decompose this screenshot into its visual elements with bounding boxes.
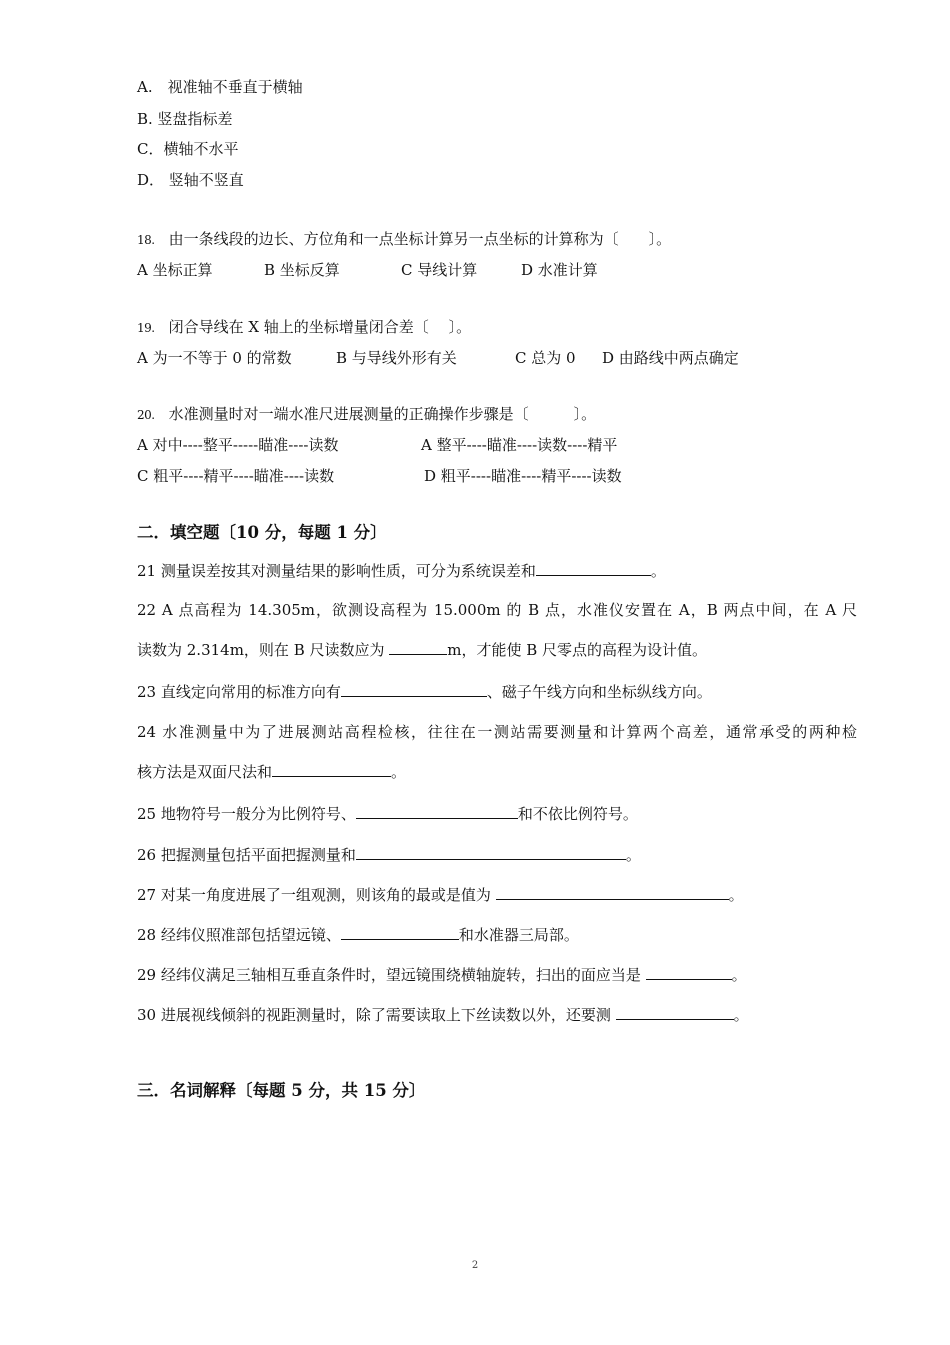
q19-text: 闭合导线在 X 轴上的坐标增量闭合差〔 〕。 (168, 318, 472, 336)
q19-option-a: A 为一不等于 0 的常数 (137, 349, 292, 367)
q18-number: 18. (137, 233, 155, 247)
q23-text: 23 直线定向常用的标准方向有 (137, 683, 341, 701)
q18-option-b: B 坐标反算 (264, 261, 340, 279)
q23-answer-blank[interactable] (341, 682, 487, 697)
q18-option-d: D 水准计算 (521, 261, 598, 279)
q20-number: 20. (137, 408, 155, 422)
q22-line2 (137, 640, 707, 660)
q21-suffix: 。 (650, 562, 666, 580)
q24-line2 (137, 762, 406, 782)
q24-suffix: 。 (391, 763, 407, 781)
q18-option-c: C 导线计算 (401, 261, 478, 279)
q20-option-a: A 对中----整平-----瞄准----读数 (137, 436, 339, 454)
q19-option-c: C 总为 0 (515, 349, 576, 367)
q20-option-b: A 整平----瞄准----读数----精平 (421, 436, 618, 454)
q19-number: 19. (137, 321, 155, 335)
q19-option-b: B 与导线外形有关 (336, 349, 457, 367)
q20-option-d: D 粗平----瞄准----精平----读数 (424, 467, 622, 485)
q19-option-d: D 由路线中两点确定 (602, 349, 739, 367)
q24-line1: 24 水准测量中为了进展测站高程检核，往往在一测站需要测量和计算两个高差，通常承受的两种检 (137, 723, 857, 741)
q27-text: 27 对某一角度进展了一组观测，则该角的最或是值为 (137, 886, 496, 904)
q17-option-a: A. 视准轴不垂直于横轴 (137, 78, 303, 96)
section-3-heading: 三．名词解释〔每题 5 分，共 15 分〕 (137, 1081, 426, 1100)
q30 (137, 1005, 749, 1025)
q26-suffix: 。 (625, 846, 641, 864)
q28-text: 28 经纬仪照准部包括望远镜、 (137, 926, 341, 944)
q28 (137, 925, 579, 945)
q17-option-b: B. 竖盘指标差 (137, 110, 233, 128)
q25-answer-blank[interactable] (356, 804, 518, 819)
q27-answer-blank[interactable] (496, 885, 729, 900)
q25-text: 25 地物符号一般分为比例符号、 (137, 805, 356, 823)
q26-text: 26 把握测量包括平面把握测量和 (137, 846, 356, 864)
q22-text: 读数为 2.314m，则在 B 尺读数应为 (137, 641, 390, 659)
q28-answer-blank[interactable] (341, 925, 459, 940)
q29-answer-blank[interactable] (646, 965, 732, 980)
q21 (137, 561, 666, 581)
q24-text: 核方法是双面尺法和 (137, 763, 273, 781)
q23 (137, 682, 712, 702)
page-number: 2 (471, 1260, 479, 1271)
q18-options (137, 260, 598, 280)
q20-options-row1 (137, 435, 617, 455)
q22-answer-blank[interactable] (389, 640, 447, 655)
q29 (137, 965, 747, 985)
q22-line1: 22 A 点高程为 14.305m，欲测设高程为 15.000m 的 B 点，水准仪安置在 A，B 两点中间，在 A 尺 (137, 601, 857, 619)
q29-suffix: 。 (731, 966, 747, 984)
q23-suffix: 、磁子午线方向和坐标纵线方向。 (486, 683, 712, 701)
section-2-heading: 二．填空题〔10 分，每题 1 分〕 (137, 523, 387, 542)
q24-answer-blank[interactable] (272, 762, 391, 777)
q20-options-row2 (137, 466, 622, 486)
q30-answer-blank[interactable] (616, 1005, 734, 1020)
q22-suffix: m，才能使 B 尺零点的高程为设计值。 (447, 641, 708, 659)
q27-suffix: 。 (728, 886, 744, 904)
q20-stem (137, 404, 596, 425)
q18-stem (137, 229, 671, 250)
q18-text: 由一条线段的边长、方位角和一点坐标计算另一点坐标的计算称为〔 〕。 (168, 230, 672, 248)
q17-option-c: C．横轴不水平 (137, 140, 239, 158)
q25 (137, 804, 638, 824)
q20-option-c: C 粗平----精平----瞄准----读数 (137, 467, 335, 485)
q27 (137, 885, 744, 905)
q21-text: 21 测量误差按其对测量结果的影响性质，可分为系统误差和 (137, 562, 536, 580)
q19-stem (137, 317, 471, 338)
q17-option-d: D． 竖轴不竖直 (137, 171, 244, 189)
q30-suffix: 。 (733, 1006, 749, 1024)
q30-text: 30 进展视线倾斜的视距测量时，除了需要读取上下丝读数以外，还要测 (137, 1006, 616, 1024)
q20-text: 水准测量时对一端水准尺进展测量的正确操作步骤是〔 〕。 (168, 405, 597, 423)
q26-answer-blank[interactable] (356, 845, 626, 860)
q26 (137, 845, 641, 865)
q19-options (137, 348, 739, 368)
q28-suffix: 和水准器三局部。 (458, 926, 579, 944)
q29-text: 29 经纬仪满足三轴相互垂直条件时，望远镜围绕横轴旋转，扫出的面应当是 (137, 966, 646, 984)
q25-suffix: 和不依比例符号。 (517, 805, 638, 823)
q18-option-a: A 坐标正算 (137, 261, 213, 279)
q21-answer-blank[interactable] (536, 561, 651, 576)
